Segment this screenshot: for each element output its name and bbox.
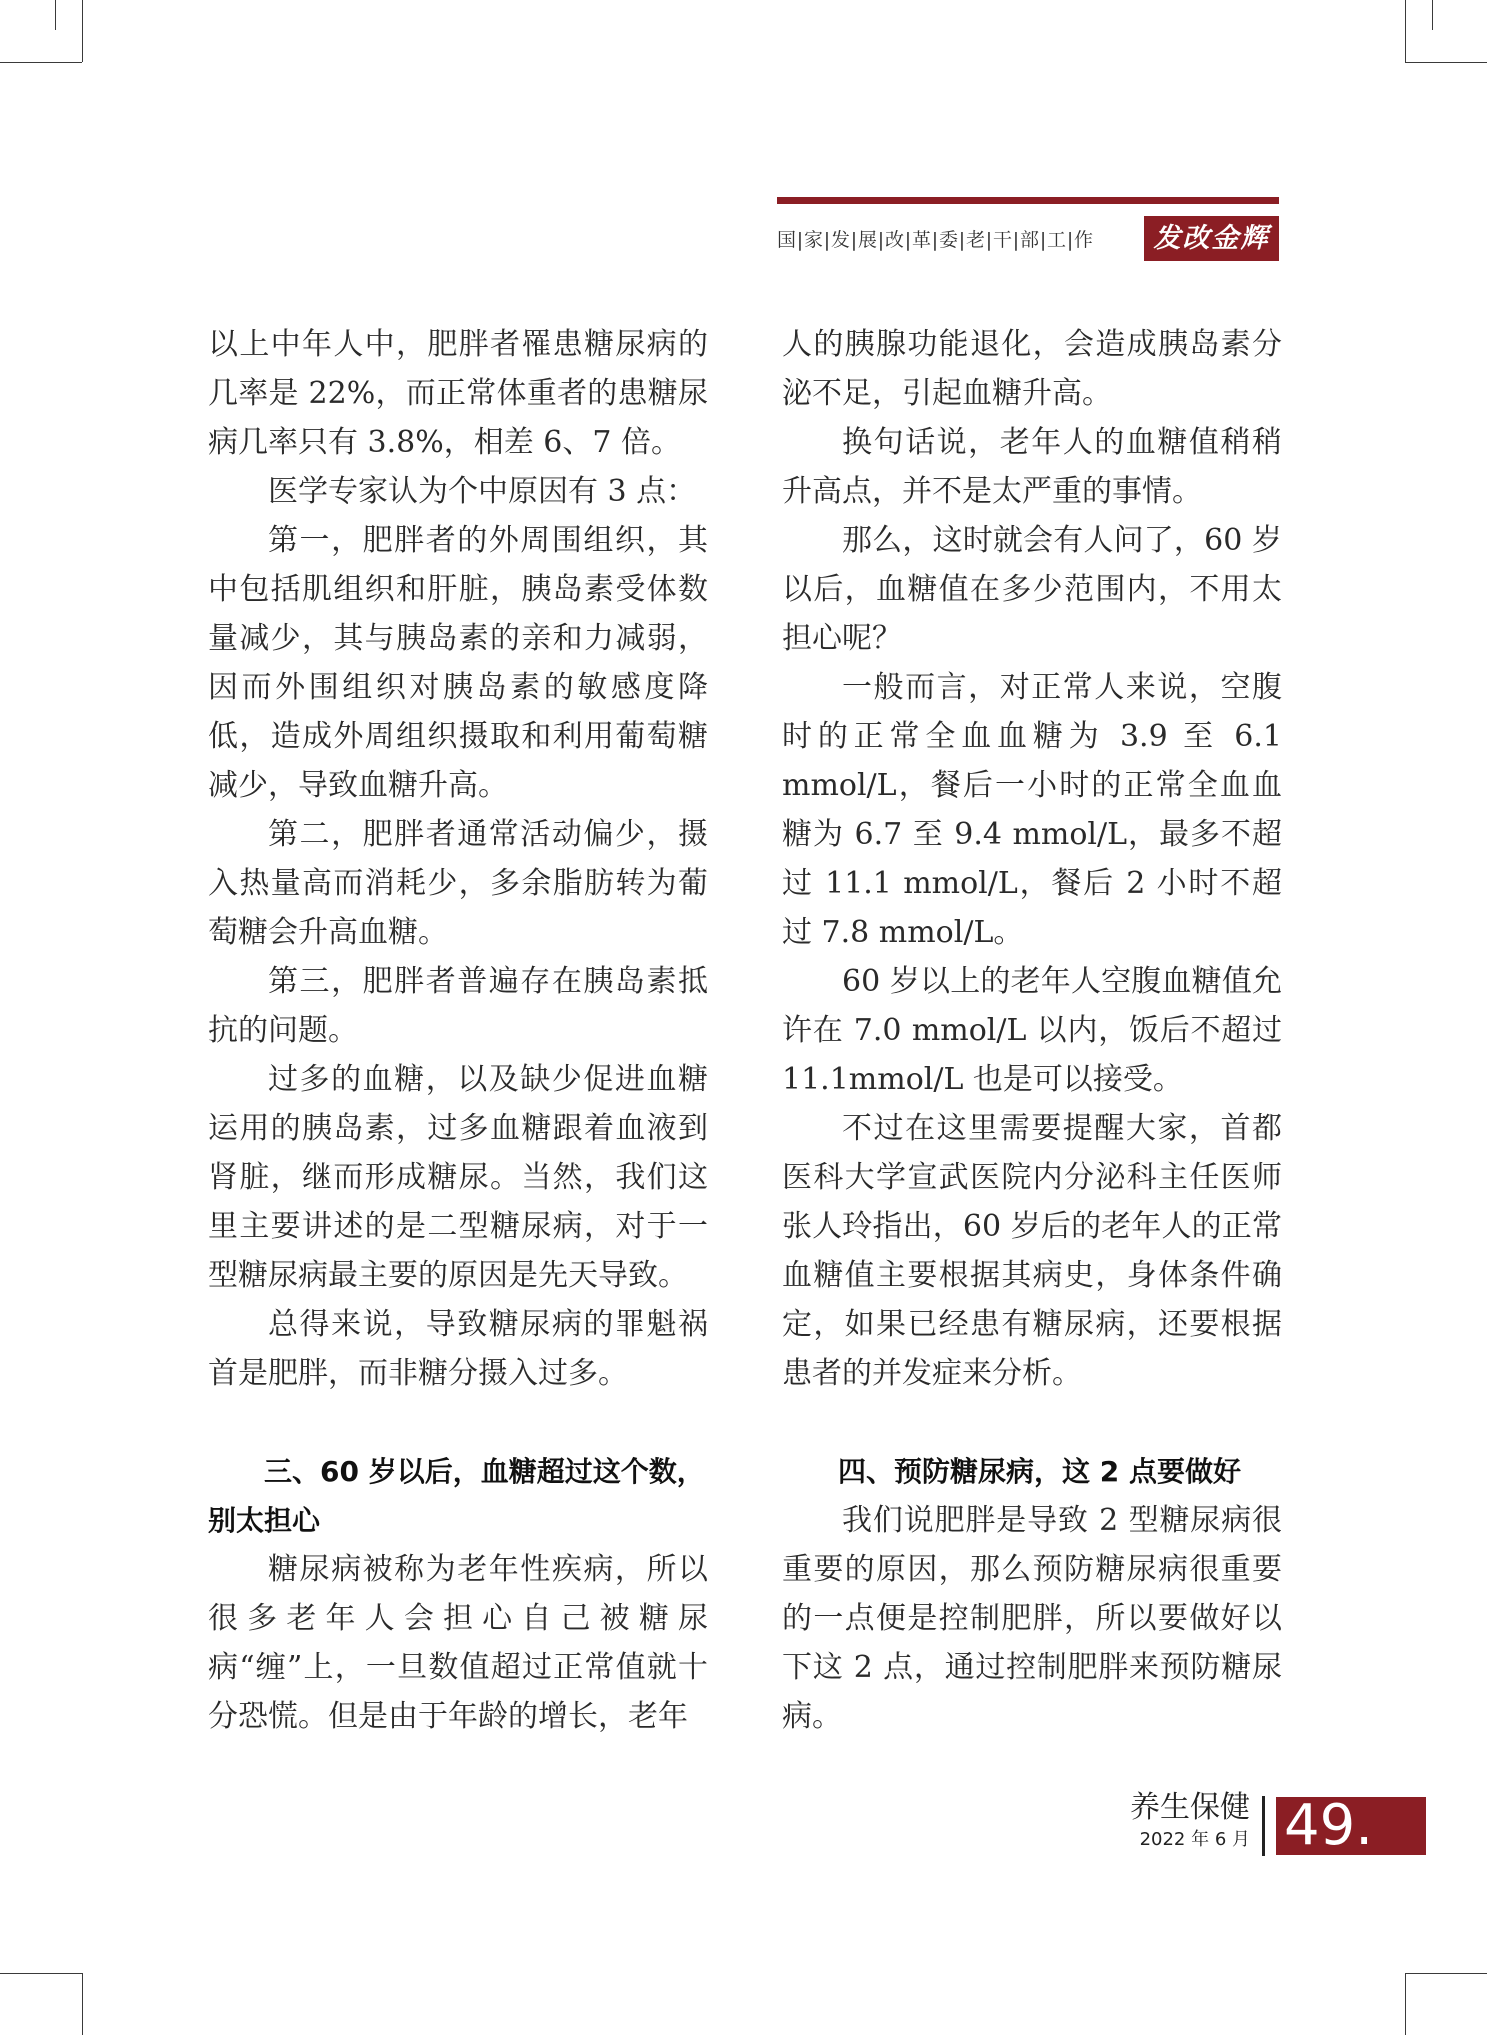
page-separator <box>1262 1796 1265 1856</box>
column-name: 国|家|发|展|改|革|委|老|干|部|工|作 <box>777 229 1094 251</box>
issue-date: 2022 年 6 月 <box>1139 1829 1250 1850</box>
header-rule <box>777 197 1279 204</box>
paragraph: 医学专家认为个中原因有 3 点： <box>268 474 697 509</box>
crop-mark <box>82 0 83 62</box>
crop-mark <box>0 62 82 63</box>
paragraph: 我们说肥胖是导致 2 型糖尿病很重要的原因，那么预防糖尿病很重要的一点便是控制肥胖，所以要做好以下这 2 点，通过控制肥胖来预防糖尿病。 <box>782 1503 1282 1734</box>
paragraph: 过多的血糖，以及缺少促进血糖运用的胰岛素，过多血糖跟着血液到肾脏，继而形成糖尿。当然，我们这里主要讲述的是二型糖尿病，对于一型糖尿病最主要的原因是先天导致。 <box>208 1062 708 1293</box>
column-badge: 发改金辉 <box>1144 216 1279 261</box>
left-column <box>208 320 708 1741</box>
paragraph: 人的胰腺功能退化，会造成胰岛素分泌不足，引起血糖升高。 <box>782 327 1282 411</box>
paragraph: 第二，肥胖者通常活动偏少，摄入热量高而消耗少，多余脂肪转为葡萄糖会升高血糖。 <box>208 817 708 950</box>
paragraph: 那么，这时就会有人问了，60 岁以后，血糖值在多少范围内，不用太担心呢？ <box>782 523 1282 656</box>
paragraph: 一般而言，对正常人来说，空腹时的正常全血血糖为 3.9 至 6.1 mmol/L，餐后一小时的正常全血血糖为 6.7 至 9.4 mmol/L，最多不超过 11.1 mmol/L，餐后 2 小时不超过 7.8 mmol/L。 <box>782 670 1282 950</box>
paragraph: 以上中年人中，肥胖者罹患糖尿病的几率是 22%，而正常体重者的患糖尿病几率只有 3.8%，相差 6、7 倍。 <box>208 327 708 460</box>
crop-mark <box>0 1973 82 1974</box>
section-heading: 三、60 岁以后，血糖超过这个数，别太担心 <box>208 1455 705 1537</box>
paragraph: 60 岁以上的老年人空腹血糖值允许在 7.0 mmol/L 以内，饭后不超过 11.1mmol/L 也是可以接受。 <box>782 964 1282 1097</box>
crop-mark <box>82 1973 83 2035</box>
crop-mark <box>55 0 56 30</box>
paragraph: 第一，肥胖者的外周围组织，其中包括肌组织和肝脏，胰岛素受体数量减少，其与胰岛素的亲和力减弱，因而外围组织对胰岛素的敏感度降低，造成外周组织摄取和利用葡萄糖减少，导致血糖升高。 <box>208 523 708 803</box>
crop-mark <box>1405 1973 1406 2035</box>
crop-mark <box>1405 62 1487 63</box>
section-gap <box>782 1398 1282 1447</box>
paragraph: 第三，肥胖者普遍存在胰岛素抵抗的问题。 <box>208 964 708 1048</box>
paragraph: 糖尿病被称为老年性疾病，所以很多老年人会担心自己被糖尿病“缠”上，一旦数值超过正常值就十分恐慌。但是由于年龄的增长，老年 <box>208 1552 708 1734</box>
crop-mark <box>1405 0 1406 62</box>
section-gap <box>208 1398 708 1447</box>
magazine-name: 养生保健 <box>1130 1790 1250 1825</box>
paragraph: 总得来说，导致糖尿病的罪魁祸首是肥胖，而非糖分摄入过多。 <box>208 1307 708 1391</box>
right-column <box>782 320 1282 1741</box>
section-heading: 四、预防糖尿病，这 2 点要做好 <box>838 1455 1241 1488</box>
crop-mark <box>1405 1973 1487 1974</box>
crop-mark <box>1432 0 1433 30</box>
paragraph: 不过在这里需要提醒大家，首都医科大学宣武医院内分泌科主任医师张人玲指出，60 岁后的老年人的正常血糖值主要根据其病史，身体条件确定，如果已经患有糖尿病，还要根据患者的并发症来分析。 <box>782 1111 1282 1391</box>
paragraph: 换句话说，老年人的血糖值稍稍升高点，并不是太严重的事情。 <box>782 425 1282 509</box>
page-number: 49. <box>1276 1797 1426 1855</box>
